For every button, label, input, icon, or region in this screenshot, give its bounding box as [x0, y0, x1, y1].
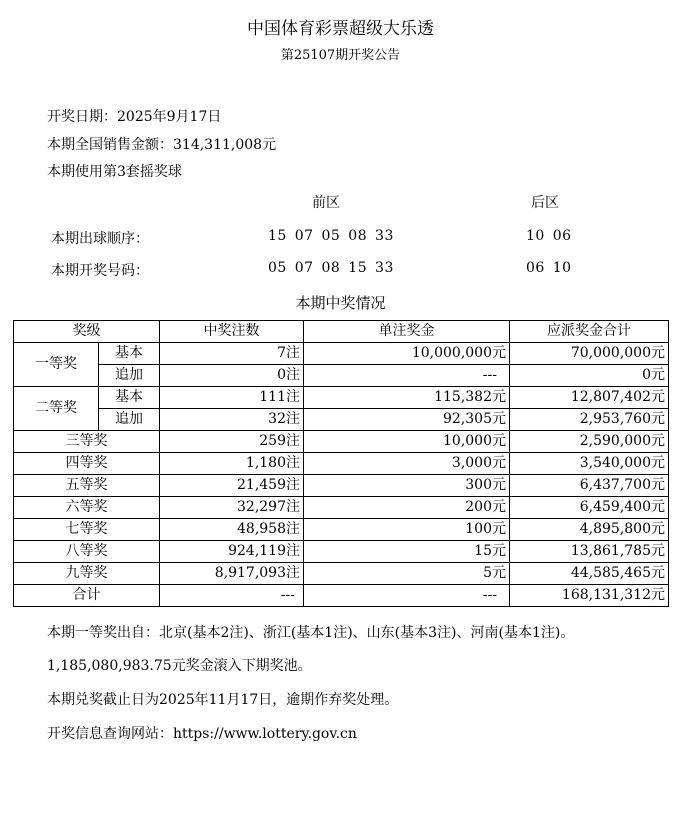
prize-level-name: 八等奖: [14, 541, 160, 563]
total-prize: 2,590,000元: [510, 431, 669, 453]
unit-prize: 115,382元: [304, 387, 510, 409]
prize-section-title: 本期中奖情况: [295, 294, 386, 312]
prize-level-name: 七等奖: [14, 519, 160, 541]
table-row: [14, 387, 669, 409]
unit-prize: 15元: [304, 541, 510, 563]
total-prize: 168,131,312元: [510, 585, 669, 607]
table-row: [14, 365, 669, 387]
draw-date: 开奖日期：2025年9月17日: [47, 109, 222, 125]
first-prize-name: 一等奖: [14, 343, 99, 387]
winner-count: 21,459注: [160, 475, 304, 497]
prize-type: 追加: [99, 409, 160, 431]
table-row: [14, 475, 669, 497]
prize-type: 追加: [99, 365, 160, 387]
claim-deadline: 本期兑奖截止日为2025年11月17日，逾期作弃奖处理。: [47, 692, 399, 708]
sales-amount: 本期全国销售金额：314,311,008元: [47, 137, 277, 153]
unit-prize: 10,000元: [304, 431, 510, 453]
unit-prize: ---: [304, 365, 510, 387]
table-header-row: [14, 321, 669, 343]
draw-order-label: 本期出球顺序：: [51, 231, 149, 247]
ball-set-info: 本期使用第3套摇奖球: [47, 164, 182, 180]
winner-count: 111注: [160, 387, 304, 409]
winning-numbers-label: 本期开奖号码：: [51, 263, 149, 279]
rollover-amount: 1,185,080,983.75元奖金滚入下期奖池。: [47, 658, 312, 674]
prize-table: [13, 320, 669, 607]
winner-count: 924,119注: [160, 541, 304, 563]
prize-type: 基本: [99, 343, 160, 365]
lottery-website-link[interactable]: 开奖信息查询网站：https://www.lottery.gov.cn: [47, 726, 357, 742]
total-prize: 6,459,400元: [510, 497, 669, 519]
table-row: [14, 453, 669, 475]
total-prize: 12,807,402元: [510, 387, 669, 409]
total-prize: 0元: [510, 365, 669, 387]
winner-count: 32,297注: [160, 497, 304, 519]
winner-count: ---: [160, 585, 304, 607]
winner-count: 0注: [160, 365, 304, 387]
winner-count: 1,180注: [160, 453, 304, 475]
table-row: [14, 431, 669, 453]
winning-back-numbers: 06 10: [526, 260, 572, 276]
header-total: 应派奖金合计: [510, 321, 669, 343]
first-prize-origin: 本期一等奖出自：北京(基本2注)、浙江(基本1注)、山东(基本3注)、河南(基本1注)。: [47, 625, 575, 641]
table-row: [14, 409, 669, 431]
issue-subtitle: 第25107期开奖公告: [280, 48, 401, 63]
unit-prize: 3,000元: [304, 453, 510, 475]
total-prize: 70,000,000元: [510, 343, 669, 365]
prize-level-name: 三等奖: [14, 431, 160, 453]
sum-label: 合计: [14, 585, 160, 607]
total-prize: 13,861,785元: [510, 541, 669, 563]
unit-prize: 300元: [304, 475, 510, 497]
prize-level-name: 六等奖: [14, 497, 160, 519]
table-sum-row: [14, 585, 669, 607]
winning-front-numbers: 05 07 08 15 33: [268, 260, 394, 276]
second-prize-name: 二等奖: [14, 387, 99, 431]
prize-level-name: 四等奖: [14, 453, 160, 475]
total-prize: 2,953,760元: [510, 409, 669, 431]
prize-level-name: 九等奖: [14, 563, 160, 585]
unit-prize: 92,305元: [304, 409, 510, 431]
prize-type: 基本: [99, 387, 160, 409]
prize-level-name: 五等奖: [14, 475, 160, 497]
winner-count: 48,958注: [160, 519, 304, 541]
table-row: [14, 519, 669, 541]
unit-prize: 5元: [304, 563, 510, 585]
header-count: 中奖注数: [160, 321, 304, 343]
unit-prize: ---: [304, 585, 510, 607]
winner-count: 259注: [160, 431, 304, 453]
unit-prize: 200元: [304, 497, 510, 519]
table-row: [14, 497, 669, 519]
table-row: [14, 563, 669, 585]
total-prize: 4,895,800元: [510, 519, 669, 541]
front-zone-label: 前区: [312, 195, 340, 211]
header-level: 奖级: [14, 321, 160, 343]
unit-prize: 100元: [304, 519, 510, 541]
back-zone-label: 后区: [531, 195, 559, 211]
total-prize: 3,540,000元: [510, 453, 669, 475]
page-title: 中国体育彩票超级大乐透: [247, 19, 434, 39]
total-prize: 6,437,700元: [510, 475, 669, 497]
winner-count: 8,917,093注: [160, 563, 304, 585]
winner-count: 7注: [160, 343, 304, 365]
unit-prize: 10,000,000元: [304, 343, 510, 365]
winner-count: 32注: [160, 409, 304, 431]
table-row: [14, 541, 669, 563]
table-row: [14, 343, 669, 365]
header-unit-prize: 单注奖金: [304, 321, 510, 343]
total-prize: 44,585,465元: [510, 563, 669, 585]
draw-order-front-numbers: 15 07 05 08 33: [268, 228, 394, 244]
draw-order-back-numbers: 10 06: [526, 228, 572, 244]
